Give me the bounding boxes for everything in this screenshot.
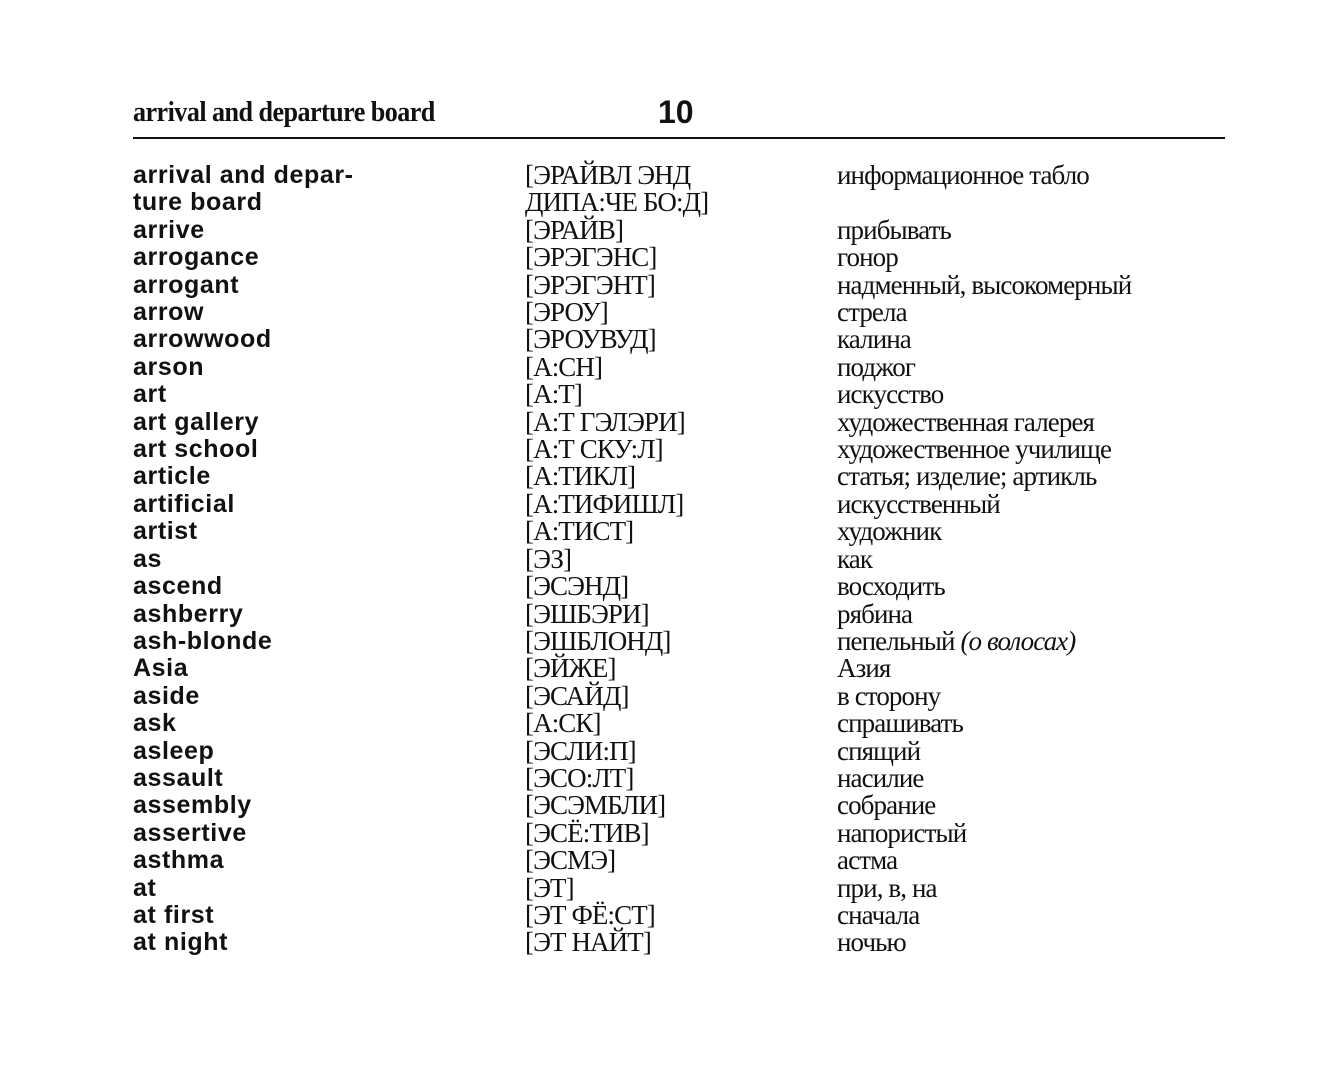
definition — [837, 735, 921, 766]
definition — [837, 847, 897, 874]
definition — [837, 710, 963, 737]
headword: article — [133, 462, 211, 491]
dictionary-entry — [133, 381, 1233, 408]
definition — [837, 872, 937, 903]
definition-text: в сторону — [837, 680, 941, 711]
headword: art — [133, 380, 167, 409]
headword: ash-blonde — [133, 626, 273, 655]
transcription: [ЭРОУ] — [525, 297, 608, 328]
headword: assertive — [133, 818, 247, 847]
transcription: [ЭРЭГЭНС] — [525, 242, 657, 273]
definition — [837, 436, 1111, 463]
transcription: [А:ТИСТ] — [525, 516, 634, 547]
definition — [837, 573, 945, 600]
transcription: [ЭСМЭ] — [525, 845, 616, 876]
transcription: [ЭСЭМБЛИ] — [525, 790, 666, 821]
dictionary-entry — [133, 899, 1233, 930]
definition-text: художественное училище — [837, 434, 1112, 465]
dictionary-entry — [133, 463, 1233, 490]
transcription: [А:Т ГЭЛЭРИ] — [525, 406, 685, 437]
headword: assault — [133, 763, 224, 792]
definition-text: как — [837, 543, 873, 574]
headword: arrogance — [133, 243, 260, 272]
definition-text: восходить — [837, 571, 945, 602]
definition-text: гонор — [837, 242, 898, 273]
definition — [837, 463, 1096, 490]
transcription: [А:Т СКУ:Л] — [525, 434, 663, 465]
headword: arrive — [133, 215, 205, 244]
definition — [837, 680, 941, 711]
definition-text: астма — [837, 845, 898, 876]
definition — [837, 792, 935, 819]
definition-text: статья; изделие; артикль — [837, 461, 1097, 492]
dictionary-entry — [133, 269, 1233, 300]
dictionary-entry — [133, 598, 1233, 629]
transcription: [А:ТИКЛ] — [525, 461, 636, 492]
dictionary-entry — [133, 655, 1233, 682]
definition-text: поджог — [837, 351, 916, 382]
headword: at first — [133, 900, 215, 929]
definition-text: спрашивать — [837, 708, 963, 739]
transcription: [ЭТ] — [525, 872, 574, 903]
definition — [837, 817, 967, 848]
definition-text: пепельный — [837, 625, 961, 656]
dictionary-entry — [133, 762, 1233, 793]
dictionary-entry — [133, 214, 1233, 245]
dictionary-entry — [133, 406, 1233, 437]
headword: arrival and depar- ture board — [133, 161, 354, 217]
transcription: [А:СН] — [525, 351, 603, 382]
transcription: [ЭСЁ:ТИВ] — [525, 817, 649, 848]
headword: art gallery — [133, 407, 260, 436]
dictionary-entry — [133, 244, 1233, 271]
headword: ask — [133, 709, 177, 738]
definition-text: прибывать — [837, 214, 951, 245]
definition-text: информационное табло — [837, 160, 1089, 190]
dictionary-entry — [133, 710, 1233, 737]
dictionary-entry — [133, 735, 1233, 766]
headword: arrogant — [133, 270, 240, 299]
definition-text: ночью — [837, 927, 906, 958]
definition — [837, 543, 873, 574]
definition — [837, 518, 941, 545]
definition — [837, 214, 951, 245]
definition — [837, 244, 898, 271]
headword: aside — [133, 681, 200, 710]
transcription: [ЭТ ФЁ:СТ] — [525, 899, 655, 930]
headword: assembly — [133, 791, 252, 820]
definition-text: рябина — [837, 598, 913, 629]
definition-text: при, в, на — [837, 872, 937, 903]
page-header — [133, 96, 1225, 136]
definition-text: сначала — [837, 899, 920, 930]
headword: art school — [133, 435, 259, 464]
definition-text: насилие — [837, 762, 924, 793]
dictionary-entry — [133, 680, 1233, 711]
transcription: [ЭРАЙВЛ ЭНД ДИПА:ЧЕ БО:Д] — [525, 160, 709, 218]
definition — [837, 351, 916, 382]
definition-text: художник — [837, 516, 942, 547]
definition — [837, 269, 1132, 300]
headword: as — [133, 544, 163, 573]
dictionary-entry — [133, 162, 1233, 217]
transcription: [ЭЙЖЕ] — [525, 653, 616, 684]
headword: artificial — [133, 489, 235, 518]
definition-text: надменный, высокомерный — [837, 269, 1132, 300]
dictionary-entry — [133, 351, 1233, 382]
definition — [837, 762, 924, 793]
dictionary-entries — [133, 162, 1233, 957]
definition — [837, 625, 1076, 656]
running-head: arrival and departure board — [133, 96, 435, 128]
dictionary-entry — [133, 488, 1233, 519]
transcription: [ЭРАЙВ] — [525, 214, 624, 245]
definition — [837, 381, 943, 408]
dictionary-entry — [133, 625, 1233, 656]
headword: artist — [133, 517, 198, 546]
dictionary-entry — [133, 543, 1233, 574]
headword: asleep — [133, 736, 215, 765]
headword: arrowwood — [133, 325, 272, 354]
transcription: [ЭШБЭРИ] — [525, 598, 649, 629]
transcription: [ЭСЛИ:П] — [525, 735, 636, 766]
dictionary-entry — [133, 436, 1233, 463]
page-number: 10 — [658, 94, 694, 130]
definition-text: спящий — [837, 735, 921, 766]
dictionary-entry — [133, 326, 1233, 353]
definition-text: напористый — [837, 817, 967, 848]
dictionary-entry — [133, 573, 1233, 600]
headword: asthma — [133, 846, 225, 875]
definition — [837, 899, 920, 930]
transcription: [ЭЗ] — [525, 543, 572, 574]
transcription: [А:Т] — [525, 379, 582, 410]
transcription: [ЭТ НАЙТ] — [525, 927, 651, 958]
definition-text: собрание — [837, 790, 936, 821]
definition-text: стрела — [837, 297, 907, 328]
definition — [837, 406, 1095, 437]
transcription: [А:СК] — [525, 708, 601, 739]
transcription: [ЭСАЙД] — [525, 680, 629, 711]
headword: ascend — [133, 572, 223, 601]
definition — [837, 326, 911, 353]
usage-note: (о волосах) — [960, 625, 1076, 656]
dictionary-entry — [133, 847, 1233, 874]
definition — [837, 488, 1000, 519]
header-rule — [133, 137, 1225, 139]
headword: ashberry — [133, 599, 244, 628]
dictionary-entry — [133, 792, 1233, 819]
dictionary-entry — [133, 872, 1233, 903]
transcription: [ЭРЭГЭНТ] — [525, 269, 655, 300]
definition-text: калина — [837, 324, 911, 355]
transcription: [ЭСЭНД] — [525, 571, 629, 602]
headword: arrow — [133, 298, 205, 327]
definition — [837, 299, 907, 326]
definition-text: искусство — [837, 379, 944, 410]
headword: Asia — [133, 654, 189, 683]
definition — [837, 162, 1089, 217]
definition-text: Азия — [837, 653, 891, 684]
dictionary-entry — [133, 929, 1233, 956]
definition — [837, 655, 890, 682]
definition-text: художественная галерея — [837, 406, 1095, 437]
definition — [837, 598, 913, 629]
dictionary-entry — [133, 299, 1233, 326]
transcription: [ЭСО:ЛТ] — [525, 762, 634, 793]
transcription: [ЭШБЛОНД] — [525, 625, 671, 656]
dictionary-entry — [133, 518, 1233, 545]
definition-text: искусственный — [837, 488, 1000, 519]
transcription: [А:ТИФИШЛ] — [525, 488, 684, 519]
dictionary-entry — [133, 817, 1233, 848]
headword: arson — [133, 352, 205, 381]
headword: at — [133, 873, 157, 902]
definition — [837, 929, 906, 956]
transcription: [ЭРОУВУД] — [525, 324, 656, 355]
headword: at night — [133, 928, 229, 957]
